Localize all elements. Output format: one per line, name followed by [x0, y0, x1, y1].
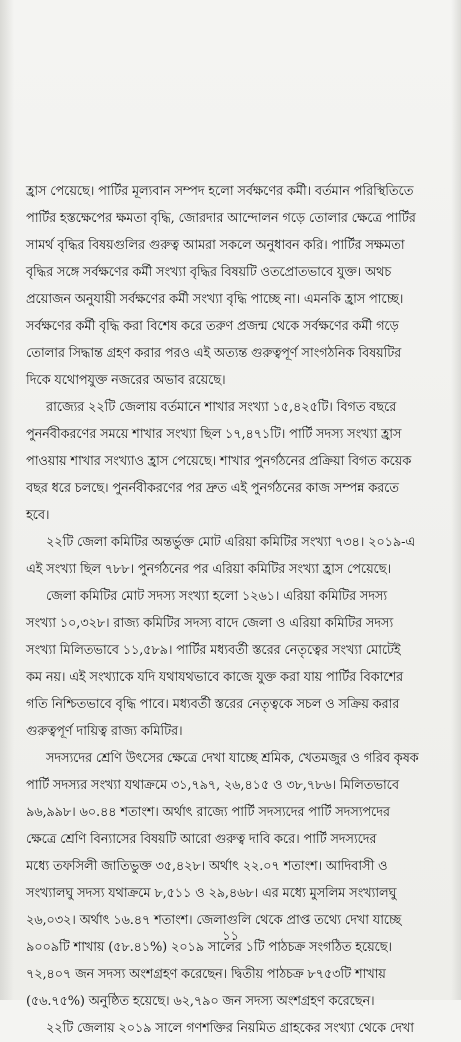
- text-line: বছর ধরে চলছে। পুনর্নবীকরণের পর দ্রুত এই পুনর্গঠনের কাজ সম্পন্ন করতে: [26, 481, 399, 496]
- text-line: ৯৬,৯৯৮। ৬০.৪৪ শতাংশ। অর্থাৎ রাজ্যে পার্টি সদস্যদের পার্টি সদস্যপদের: [26, 805, 390, 820]
- text-line: সংখ্যা মিলিতভাবে ১১,৫৮৯। পার্টির মধ্যবর্তী স্তরের নেতৃত্বের সংখ্যা মোটেই: [26, 643, 401, 658]
- text-line: ৯০০৯টি শাখায় (৫৮.৪১%) ২০১৯ সালের ১টি পাঠচক্র সংগঠিত হয়েছে।: [26, 940, 392, 955]
- text-line: গতি নিশ্চিতভাবে বৃদ্ধি পাবে। মধ্যবর্তী স্তরের নেতৃত্বকে সচল ও সক্রিয় করার: [26, 697, 400, 712]
- text-line: ক্ষেত্রে শ্রেণি বিন্যাসের বিষয়টি আরো গুরুত্ব দাবি করে। পার্টি সদস্যদের: [26, 832, 377, 847]
- text-line: প্রয়োজন অনুযায়ী সর্বক্ষণের কর্মী সংখ্যা বৃদ্ধি পাচ্ছে না। এমনকি হ্রাস পাচ্ছে।: [26, 292, 404, 307]
- paragraph-start-line: রাজ্যের ২২টি জেলায় বর্তমানে শাখার সংখ্যা ১৫,৪২৫টি। বিগত বছরে: [46, 400, 397, 415]
- page-number: ১১: [222, 929, 239, 944]
- text-line: পুনর্নবীকরণের সময়ে শাখার সংখ্যা ছিল ১৭,৪৭১টি। পার্টি সদস্য সংখ্যা হ্রাস: [26, 427, 402, 442]
- text-line: পার্টি সদস্যর সংখ্যা যথাক্রমে ৩১,৭৯৭, ২৬,৪১৫ ও ৩৮,৭৮৬। মিলিতভাবে: [26, 778, 399, 793]
- text-line: পাওয়ায় শাখার সংখ্যাও হ্রাস পেয়েছে। শাখার পুনর্গঠনের প্রক্রিয়া বিগত কয়েক: [26, 454, 412, 469]
- text-line: দিকে যথোপযুক্ত নজরের অভাব রয়েছে।: [26, 373, 226, 388]
- text-line: সামর্থ বৃদ্ধির বিষয়গুলির গুরুত্ব আমরা সকলে অনুধাবন করি। পার্টির সক্ষমতা: [26, 238, 405, 253]
- text-line: সর্বক্ষণের কর্মী বৃদ্ধি করা বিশেষ করে তরুণ প্রজন্ম থেকে সর্বক্ষণের কর্মী গড়ে: [26, 319, 399, 334]
- text-line: গুরুত্বপূর্ণ দায়িত্ব রাজ্য কমিটির।: [26, 724, 183, 739]
- body-text: [26, 178, 438, 1042]
- text-line: পার্টির হস্তক্ষেপের ক্ষমতা বৃদ্ধি, জোরদার আন্দোলন গড়ে তোলার ক্ষেত্রে পার্টির: [26, 211, 416, 226]
- text-line: এই সংখ্যা ছিল ৭৮৮। পুনর্গঠনের পর এরিয়া কমিটির সংখ্যা হ্রাস পেয়েছে।: [26, 562, 391, 577]
- text-line: তোলার সিদ্ধান্ত গ্রহণ করার পরও এই অত্যন্ত গুরুত্বপূর্ণ সাংগঠনিক বিষয়টির: [26, 346, 402, 361]
- text-line: সংখ্যা ১০,৩২৮। রাজ্য কমিটির সদস্য বাদে জেলা ও এরিয়া কমিটির সদস্য: [26, 616, 394, 631]
- text-line: ২৬,০৩২। অর্থাৎ ১৬.৪৭ শতাংশ। জেলাগুলি থেকে প্রাপ্ত তথ্যে দেখা যাচ্ছে: [26, 913, 402, 928]
- page-gutter-shadow: [0, 0, 14, 1000]
- page-edge-shadow: [451, 0, 461, 1000]
- text-line: মধ্যে তফসিলী জাতিভুক্ত ৩৫,৪২৮। অর্থাৎ ২২.০৭ শতাংশ। আদিবাসী ও: [26, 859, 388, 874]
- text-line: হ্রাস পেয়েছে। পার্টির মূল্যবান সম্পদ হলো সর্বক্ষণের কর্মী। বর্তমান পরিস্থিতিতে: [26, 184, 414, 199]
- text-line: কম নয়। এই সংখ্যাকে যদি যথাযথভাবে কাজে যুক্ত করা যায় পার্টির বিকাশের: [26, 670, 404, 685]
- paragraph-start-line: জেলা কমিটির মোট সদস্য সংখ্যা হলো ১২৬১। এরিয়া কমিটির সদস্য: [46, 589, 388, 604]
- text-line: সংখ্যালঘু সদস্য যথাক্রমে ৮,৫১১ ও ২৯,৪৬৮। এর মধ্যে মুসলিম সংখ্যালঘু: [26, 886, 397, 901]
- text-line: (৫৬.৭৫%) অনুষ্ঠিত হয়েছে। ৬২,৭৯০ জন সদস্য অংশগ্রহণ করেছেন।: [26, 994, 375, 1009]
- paragraph-start-line: সদস্যদের শ্রেণি উৎসের ক্ষেত্রে দেখা যাচ্ছে শ্রমিক, খেতমজুর ও গরিব কৃষক: [46, 751, 419, 766]
- text-line: হবে।: [26, 508, 50, 523]
- paragraph-start-line: ২২টি জেলায় ২০১৯ সালে গণশক্তির নিয়মিত গ্রাহকের সংখ্যা থেকে দেখা: [46, 1021, 414, 1036]
- paragraph-start-line: ২২টি জেলা কমিটির অন্তর্ভুক্ত মোট এরিয়া কমিটির সংখ্যা ৭৩৪। ২০১৯-এ: [46, 535, 416, 550]
- text-line: ৭২,৪০৭ জন সদস্য অংশগ্রহণ করেছেন। দ্বিতীয় পাঠচক্র ৮৭৫৩টি শাখায়: [26, 967, 386, 982]
- text-line: বৃদ্ধির সঙ্গে সর্বক্ষণের কর্মী সংখ্যা বৃদ্ধির বিষয়টি ওতপ্রোতভাবে যুক্ত। অথচ: [26, 265, 392, 280]
